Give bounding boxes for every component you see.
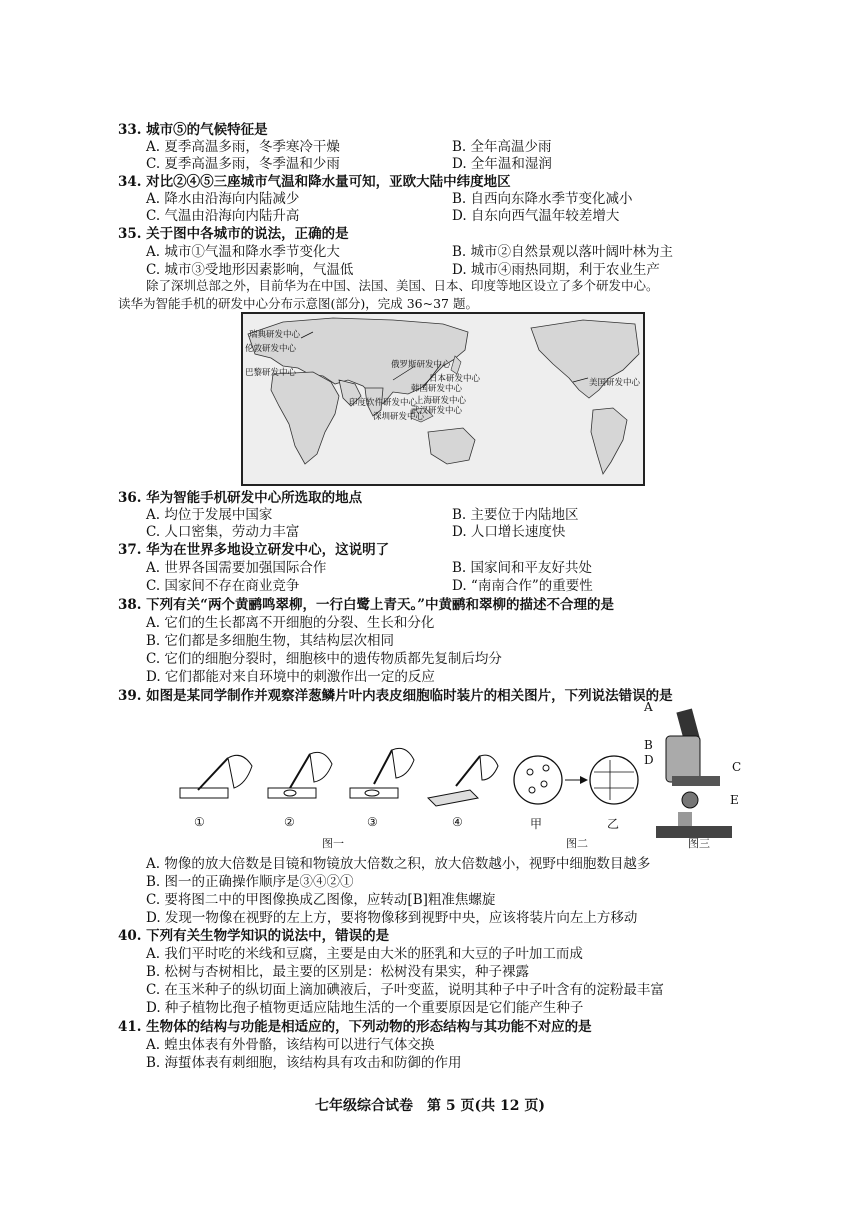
scope-label-b: B (644, 738, 653, 752)
q40-option-c: C. 在玉米种子的纵切面上滴加碘液后，子叶变蓝，说明其种子中子叶含有的淀粉最丰富 (146, 982, 664, 998)
map-label-paris: 巴黎研发中心 (245, 368, 297, 378)
scope-label-e: E (730, 793, 739, 807)
q39-option-d: D. 发现一物像在视野的左上方，要将物像移到视野中央，应该将装片向左上方移动 (146, 910, 638, 926)
step-4-illustration (428, 755, 498, 806)
q33-option-c: C. 夏季高温多雨，冬季温和少雨 (146, 156, 340, 172)
map-label-korea: 韩国研发中心 (411, 384, 463, 394)
q33-option-b: B. 全年高温少雨 (452, 139, 552, 155)
q37-option-b: B. 国家间和平友好共处 (452, 560, 593, 576)
step-3-illustration (350, 748, 414, 798)
scope-label-c: C (732, 760, 742, 774)
figure-1-caption: 图一 (322, 837, 344, 850)
q34-option-a: A. 降水由沿海向内陆减少 (146, 191, 300, 207)
map-label-usa: 美国研发中心 (589, 378, 641, 388)
intro-line-2: 读华为智能手机的研发中心分布示意图(部分)，完成 36~37 题。 (118, 296, 478, 311)
q34-option-d: D. 自东向西气温年较差增大 (452, 208, 620, 224)
map-label-india: 印度软件研发中心 (349, 398, 418, 408)
q40-option-b: B. 松树与杏树相比，最主要的区别是：松树没有果实，种子裸露 (146, 964, 530, 980)
jia-label: 甲 (530, 817, 543, 831)
q35-option-b: B. 城市②自然景观以落叶阔叶林为主 (452, 244, 674, 260)
map-label-shanghai: 上海研发中心 (415, 396, 467, 406)
q40-option-d: D. 种子植物比孢子植物更适应陆地生活的一个重要原因是它们能产生种子 (146, 1000, 584, 1016)
q38-option-c: C. 它们的细胞分裂时，细胞核中的遗传物质都先复制后均分 (146, 651, 502, 667)
step-2-illustration (268, 752, 332, 798)
q35-option-d: D. 城市④雨热同期，利于农业生产 (452, 262, 660, 278)
world-map-figure (241, 312, 645, 486)
map-label-shenzhen: 深圳研发中心 (373, 412, 425, 422)
q33-option-d: D. 全年温和湿润 (452, 156, 552, 172)
question-34-stem: 34. 对比②④⑤三座城市气温和降水量可知，亚欧大陆中纬度地区 (118, 174, 511, 190)
map-label-wuhan: 武汉研发中心 (411, 406, 463, 416)
map-label-sweden: 瑞典研发中心 (249, 330, 301, 340)
page-footer: 七年级综合试卷 第 5 页(共 12 页) (315, 1098, 545, 1114)
q39-option-b: B. 图一的正确操作顺序是③④②① (146, 874, 354, 890)
q37-option-a: A. 世界各国需要加强国际合作 (146, 560, 327, 576)
q38-option-d: D. 它们都能对来自环境中的刺激作出一定的反应 (146, 669, 435, 685)
figure-2-caption: 图二 (566, 837, 588, 850)
q36-option-a: A. 均位于发展中国家 (146, 507, 273, 523)
map-label-russia: 俄罗斯研发中心 (391, 360, 451, 370)
question-37-stem: 37. 华为在世界多地设立研发中心，这说明了 (118, 542, 390, 558)
question-35-stem: 35. 关于图中各城市的说法，正确的是 (118, 226, 349, 242)
map-label-london: 伦敦研发中心 (245, 344, 297, 354)
q37-option-c: C. 国家间不存在商业竞争 (146, 578, 300, 594)
intro-line-1: 除了深圳总部之外，目前华为在中国、法国、美国、日本、印度等地区设立了多个研发中心。 (146, 278, 659, 293)
q38-option-a: A. 它们的生长都离不开细胞的分裂、生长和分化 (146, 615, 435, 631)
q34-option-b: B. 自西向东降水季节变化减小 (452, 191, 633, 207)
field-of-view-jia (514, 756, 562, 804)
step-3-label: ③ (367, 815, 378, 829)
q38-option-b: B. 它们都是多细胞生物，其结构层次相同 (146, 633, 395, 649)
q39-option-a: A. 物像的放大倍数是目镜和物镜放大倍数之积，放大倍数越小，视野中细胞数目越多 (146, 856, 651, 872)
q35-option-c: C. 城市③受地形因素影响，气温低 (146, 262, 354, 278)
microscope-illustration (656, 708, 732, 838)
q41-option-b: B. 海蜇体表有刺细胞，该结构具有攻击和防御的作用 (146, 1055, 462, 1071)
q35-option-a: A. 城市①气温和降水季节变化大 (146, 244, 340, 260)
figure-3-caption: 图三 (688, 837, 710, 850)
map-label-japan: 日本研发中心 (429, 374, 481, 384)
scope-label-a: A (644, 700, 653, 714)
step-1-label: ① (194, 815, 205, 829)
q41-option-a: A. 蝗虫体表有外骨骼，该结构可以进行气体交换 (146, 1037, 435, 1053)
q37-option-d: D. “南南合作”的重要性 (452, 578, 593, 594)
question-40-stem: 40. 下列有关生物学知识的说法中，错误的是 (118, 928, 390, 944)
question-33-stem: 33. 城市⑤的气候特征是 (118, 122, 268, 138)
field-of-view-yi (590, 756, 638, 804)
q36-option-d: D. 人口增长速度快 (452, 524, 566, 540)
q39-option-c: C. 要将图二中的甲图像换成乙图像，应转动[B]粗准焦螺旋 (146, 892, 496, 908)
question-39-stem: 39. 如图是某同学制作并观察洋葱鳞片叶内表皮细胞临时装片的相关图片，下列说法错误的是 (118, 688, 673, 704)
q36-option-b: B. 主要位于内陆地区 (452, 507, 579, 523)
question-36-stem: 36. 华为智能手机研发中心所选取的地点 (118, 490, 363, 506)
q40-option-a: A. 我们平时吃的米线和豆腐，主要是由大米的胚乳和大豆的子叶加工而成 (146, 946, 583, 962)
scope-label-d: D (644, 753, 654, 767)
question-38-stem: 38. 下列有关“两个黄鹂鸣翠柳，一行白鹭上青天。”中黄鹂和翠柳的描述不合理的是 (118, 597, 614, 613)
q33-option-a: A. 夏季高温多雨，冬季寒冷干燥 (146, 139, 340, 155)
step-1-illustration (180, 755, 252, 798)
q36-option-c: C. 人口密集，劳动力丰富 (146, 524, 300, 540)
yi-label: 乙 (607, 817, 620, 831)
question-41-stem: 41. 生物体的结构与功能是相适应的，下列动物的形态结构与其功能不对应的是 (118, 1019, 592, 1035)
q34-option-c: C. 气温由沿海向内陆升高 (146, 208, 300, 224)
step-2-label: ② (284, 815, 295, 829)
step-4-label: ④ (452, 815, 463, 829)
